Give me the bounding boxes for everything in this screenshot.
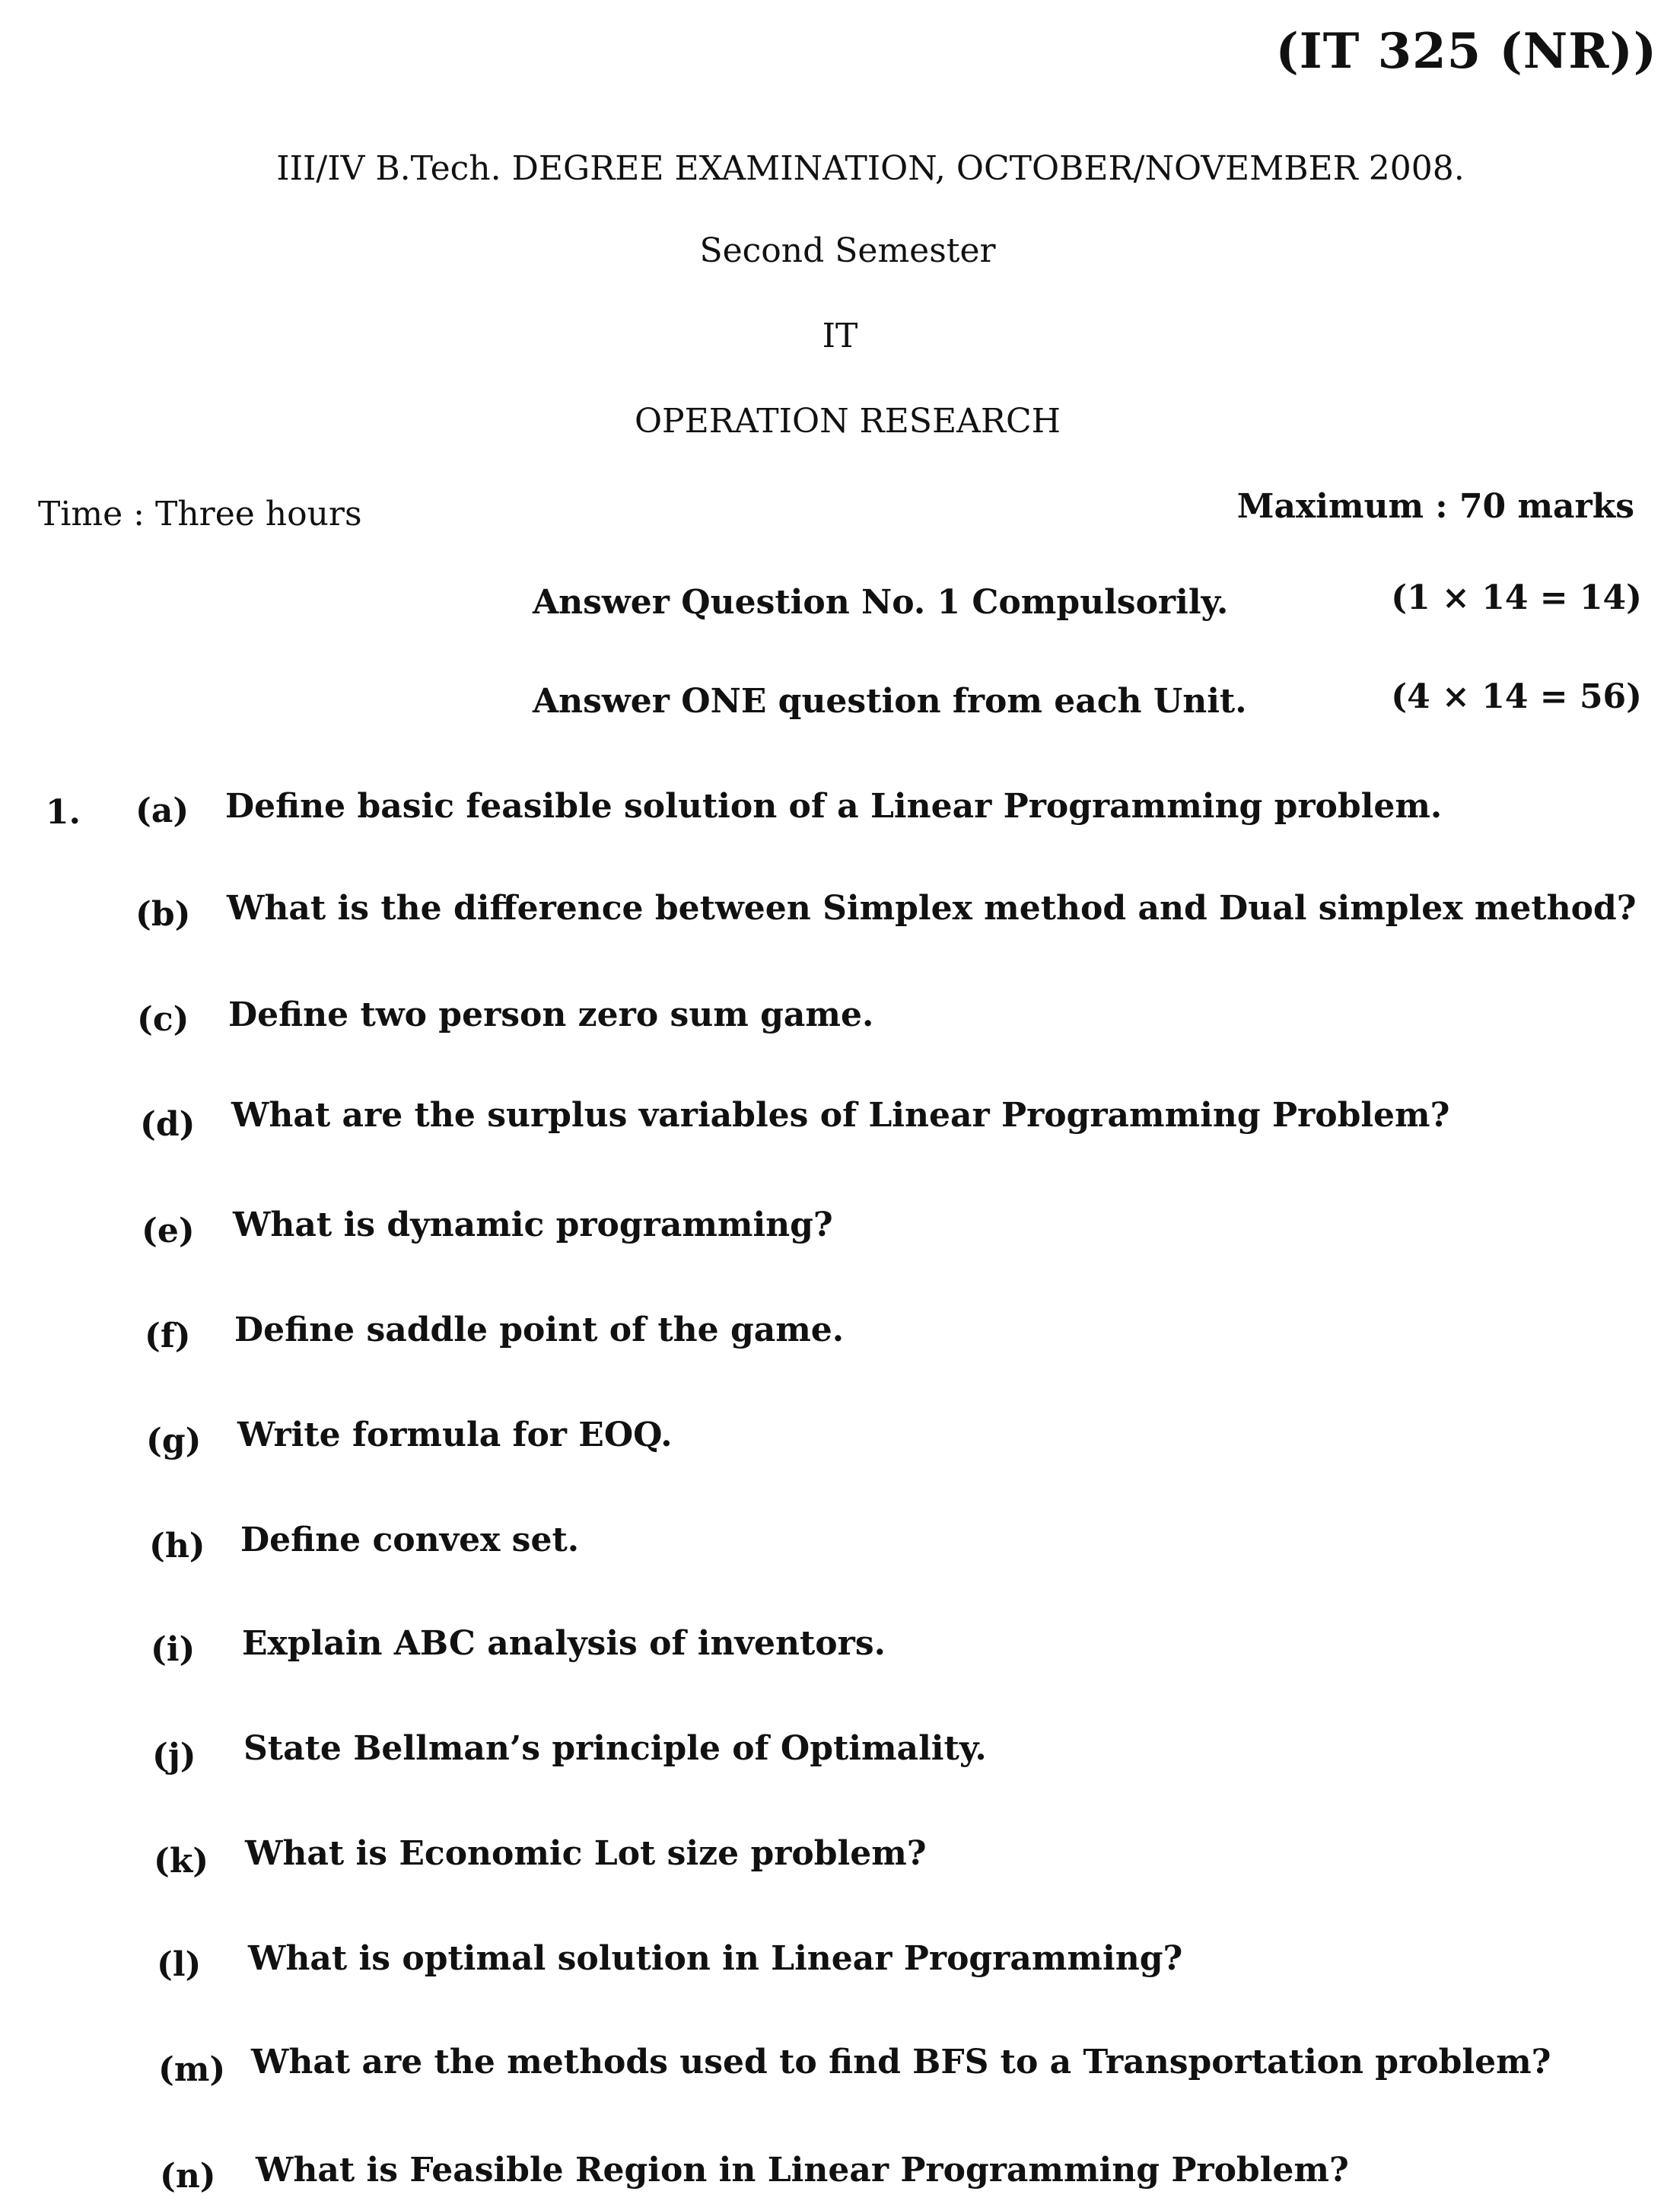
- instruction-1-marks: (1 × 14 = 14): [1391, 578, 1642, 617]
- branch: IT: [822, 317, 858, 355]
- item-label: (f): [145, 1317, 191, 1355]
- item-text: What is Economic Lot size problem?: [245, 1834, 927, 1873]
- item-text: What is the difference between Simplex method and Dual simplex method?: [227, 889, 1637, 928]
- item-text: Define basic feasible solution of a Linear Programming problem.: [225, 787, 1443, 826]
- instruction-2-marks: (4 × 14 = 56): [1391, 677, 1642, 716]
- item-text: What are the surplus variables of Linear Programming Problem?: [231, 1096, 1450, 1135]
- instruction-2: Answer ONE question from each Unit.: [533, 682, 1247, 721]
- item-label: (c): [137, 1000, 189, 1039]
- item-label: (n): [160, 2157, 216, 2196]
- item-text: State Bellman’s principle of Optimality.: [243, 1729, 987, 1768]
- item-text: Define saddle point of the game.: [234, 1311, 845, 1349]
- item-label: (h): [149, 1527, 205, 1565]
- item-label: (i): [151, 1630, 196, 1669]
- time-allowed: Time : Three hours: [38, 495, 362, 533]
- item-label: (e): [142, 1212, 195, 1250]
- item-text: What are the methods used to find BFS to a Transportation problem?: [251, 2043, 1551, 2081]
- exam-title: III/IV B.Tech. DEGREE EXAMINATION, OCTOBER/NOVEMBER 2008.: [276, 149, 1465, 188]
- item-text: What is optimal solution in Linear Programming?: [248, 1939, 1183, 1978]
- item-text: Explain ABC analysis of inventors.: [242, 1624, 886, 1663]
- item-label: (d): [140, 1105, 196, 1144]
- item-label: (m): [158, 2050, 226, 2089]
- item-text: Define two person zero sum game.: [228, 995, 874, 1034]
- item-label: (j): [152, 1737, 196, 1776]
- item-text: Define convex set.: [240, 1521, 580, 1559]
- semester: Second Semester: [699, 231, 996, 270]
- item-label: (g): [146, 1422, 202, 1460]
- subject-title: OPERATION RESEARCH: [634, 402, 1061, 441]
- item-text: What is dynamic programming?: [233, 1206, 833, 1244]
- paper-code: (IT 325 (NR)): [1275, 23, 1657, 80]
- item-text: What is Feasible Region in Linear Programming Problem?: [256, 2151, 1349, 2190]
- question-number: 1.: [46, 793, 81, 832]
- item-label: (l): [157, 1945, 202, 1984]
- instruction-1: Answer Question No. 1 Compulsorily.: [533, 583, 1229, 622]
- item-label: (b): [135, 895, 191, 934]
- item-label: (k): [154, 1842, 209, 1881]
- item-label: (a): [135, 791, 189, 830]
- maximum-marks: Maximum : 70 marks: [1236, 487, 1634, 526]
- item-text: Write formula for EOQ.: [237, 1416, 673, 1454]
